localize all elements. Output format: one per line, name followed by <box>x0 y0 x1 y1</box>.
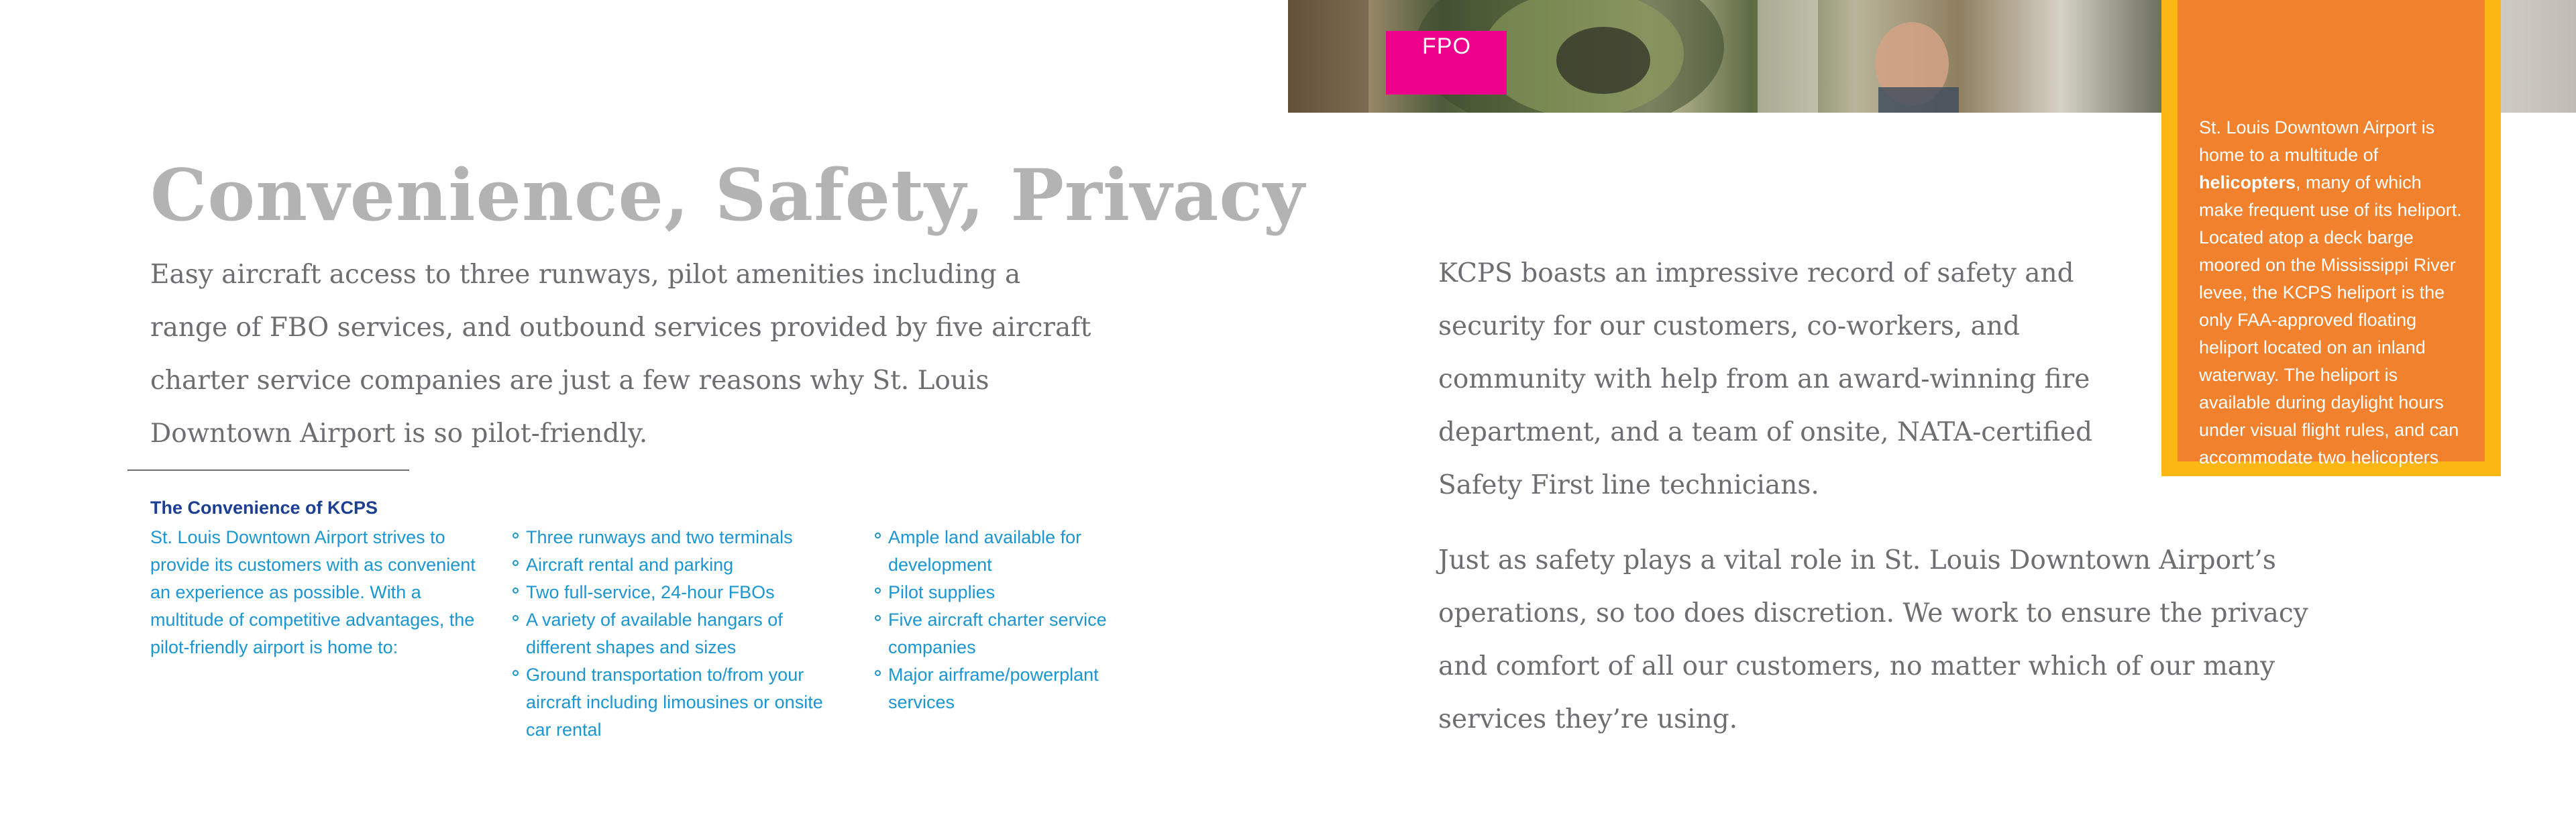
ring-bullet-icon <box>875 533 881 539</box>
ring-bullet-icon <box>875 670 881 676</box>
list-item-text: Ground transportation to/from your aircraft including limousines or onsite car rental <box>526 665 823 740</box>
list-item <box>875 579 1143 606</box>
list-item <box>875 524 1143 579</box>
list-item-text: Three runways and two terminals <box>526 527 793 547</box>
list-item-text: Five aircraft charter service companies <box>888 610 1107 657</box>
list-item <box>875 606 1143 661</box>
list-item <box>513 606 828 661</box>
sidebar-text-end: , many of which make frequent use of its heliport. Located atop a deck barge moored on the Mississippi River levee, the KCPS heliport is the only FAA-approved floating heliport located on an inland waterway. The heliport is available during daylight hours under visual flight rules, and can accommodate two helicopters simultaneously. <box>2199 172 2462 495</box>
privacy-paragraph: Just as safety plays a vital role in St. Louis Downtown Airport’s operations, so too does discretion. We work to ensure the privacy and comfort of all our customers, no matter which of our many services they’re using. <box>1438 545 2308 734</box>
list-item-text: Ample land available for development <box>888 527 1082 575</box>
list-item-text: A variety of available hangars of different shapes and sizes <box>526 610 783 657</box>
convenience-title: The Convenience of KCPS <box>150 498 378 518</box>
ring-bullet-icon <box>513 588 519 594</box>
fpo-placeholder-badge <box>1386 31 1507 95</box>
amenities-list-1 <box>513 524 828 744</box>
list-item-text: Pilot supplies <box>888 582 996 602</box>
list-item-text: Two full-service, 24-hour FBOs <box>526 582 775 602</box>
amenities-list-2 <box>875 524 1143 716</box>
ring-bullet-icon <box>513 615 519 621</box>
convenience-text: St. Louis Downtown Airport strives to provide its customers with as convenient an experience as possible. With a multitude of competitive advantages, the pilot-friendly airport is home to: <box>150 527 476 657</box>
helicopter-sidebar <box>2178 0 2485 495</box>
ring-bullet-icon <box>513 560 519 566</box>
list-item-text: Aircraft rental and parking <box>526 555 734 575</box>
ring-bullet-icon <box>513 533 519 539</box>
list-item <box>875 661 1143 716</box>
sidebar-text-bold: helicopters <box>2199 172 2296 192</box>
list-item <box>513 579 828 606</box>
safety-paragraph: KCPS boasts an impressive record of safety and security for our customers, co-workers, and community with help from an award-winning fire department, and a team of onsite, NATA-certified Safety First line technicians. <box>1438 258 2093 500</box>
ring-bullet-icon <box>875 615 881 621</box>
ring-bullet-icon <box>513 670 519 676</box>
section-divider <box>127 469 409 471</box>
list-item <box>513 524 828 551</box>
sidebar-text-start: St. Louis Downtown Airport is home to a multitude of <box>2199 117 2435 165</box>
list-item <box>513 551 828 579</box>
list-item-text: Major airframe/powerplant services <box>888 665 1099 712</box>
fpo-label: FPO <box>1422 34 1471 59</box>
list-item <box>513 661 828 744</box>
page-heading: Convenience, Safety, Privacy <box>150 153 1305 237</box>
ring-bullet-icon <box>875 588 881 594</box>
intro-paragraph: Easy aircraft access to three runways, pilot amenities including a range of FBO services, and outbound services provided by five aircraft charter service companies are just a few reasons why St. Louis Downtown Airport is so pilot-friendly. <box>150 260 1091 449</box>
